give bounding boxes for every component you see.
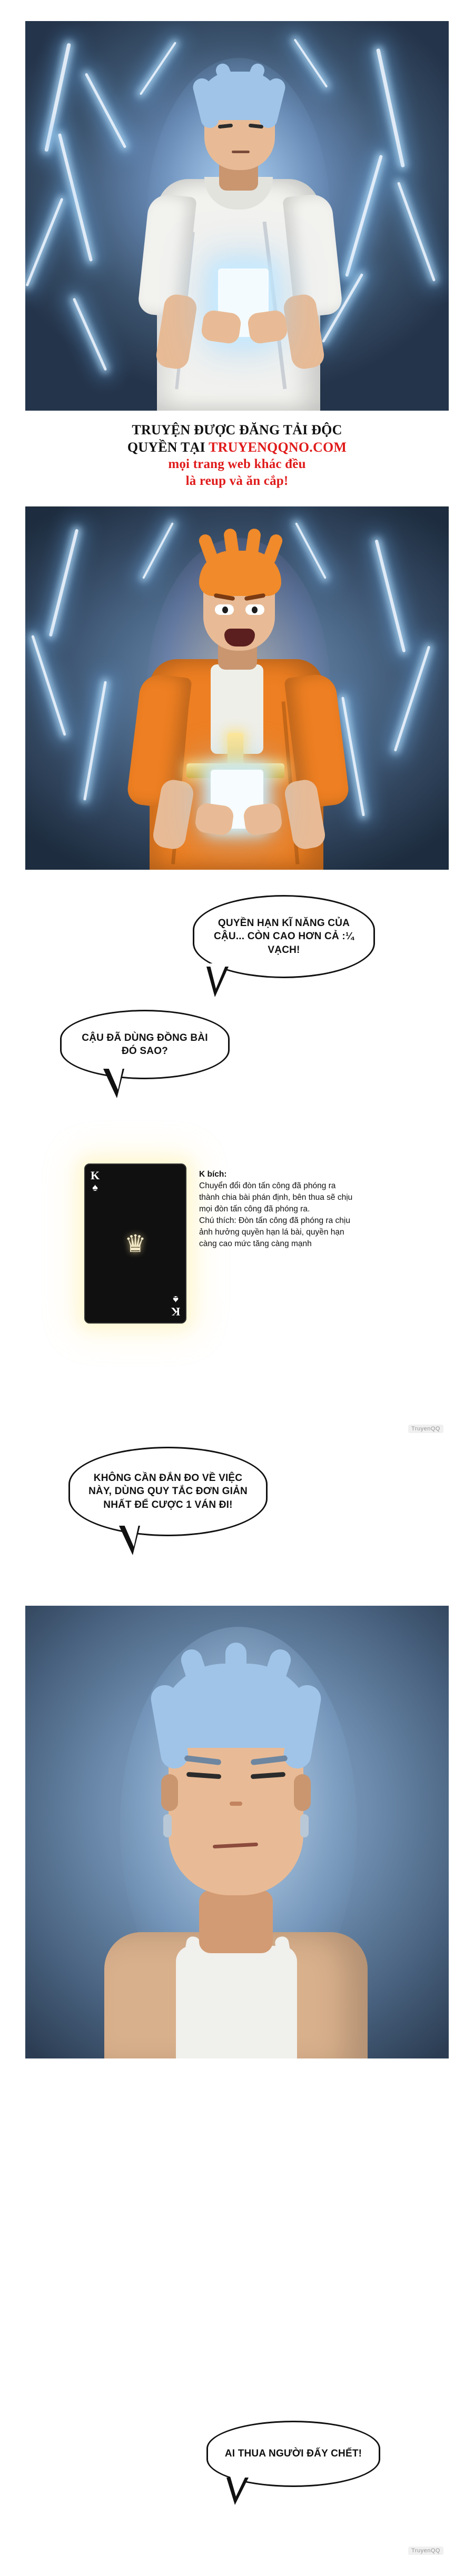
character-ear-left — [161, 1774, 178, 1811]
speech-bubble-tail-fill — [123, 1523, 139, 1547]
lightning-bolt — [394, 645, 431, 751]
spade-icon: ♠ — [92, 1182, 98, 1193]
character-hand-left — [200, 309, 242, 344]
earring-right — [300, 1814, 309, 1837]
character-hand-left — [194, 802, 234, 836]
card-rank: K — [91, 1169, 100, 1182]
speech-bubble-tail-fill — [107, 1066, 123, 1090]
lightning-bolt — [31, 635, 66, 736]
card-detail-section — [25, 1142, 449, 1437]
character-open-mouth — [224, 629, 255, 647]
comic-panel-4 — [25, 1606, 449, 2058]
character-nose — [230, 1802, 242, 1806]
card-corner-top-left — [91, 1170, 100, 1193]
character-pupil-right — [252, 606, 258, 613]
comic-panel-2 — [25, 506, 449, 870]
card-rank: K — [171, 1305, 180, 1318]
site-watermark-band — [25, 411, 449, 500]
character-hand-right — [246, 309, 288, 344]
watermark-line-1: TRUYỆN ĐƯỢC ĐĂNG TẢI ĐỘC — [132, 422, 342, 437]
card-corner-bottom-right — [171, 1294, 180, 1317]
earring-left — [163, 1814, 172, 1837]
corner-watermark: TruyenQQ — [408, 1425, 443, 1433]
speech-bubble-skill-rank-text: QUYỀN HẠN KĨ NĂNG CỦA CẬU... CÒN CAO HƠN CẢ :¼ VẠCH! — [214, 918, 354, 956]
lightning-bolt — [44, 43, 71, 152]
speech-bubble-tail-fill — [230, 2474, 246, 2497]
crown-icon: ♛ — [124, 1230, 146, 1257]
watermark-line-3a: mọi trang web khác đều — [168, 457, 306, 472]
lightning-bolt — [73, 297, 107, 371]
lightning-bolt — [140, 42, 176, 95]
character-ear-right — [294, 1774, 311, 1811]
lightning-bolt — [345, 155, 383, 277]
card-title: K bích: — [199, 1170, 227, 1179]
lightning-bolt — [58, 133, 93, 262]
card-description: Chuyển đổi đòn tấn công đã phóng ra thành chia bài phán định, bên thua sẽ chịu mọi đòn tấn công đã phóng ra. — [199, 1181, 353, 1214]
speech-bubble-loser-dies-text: AI THUA NGƯỜI ĐẤY CHẾT! — [224, 2448, 362, 2460]
speech-bubble-tail-fill — [210, 963, 226, 989]
comic-panel-1 — [25, 21, 449, 411]
character-hair-spike — [225, 1643, 246, 1685]
lightning-bolt — [85, 73, 127, 148]
speech-bubble-no-hesitation — [68, 1447, 268, 1536]
character-neck — [199, 1890, 273, 1953]
lightning-bolt — [25, 198, 63, 287]
lightning-bolt — [83, 681, 107, 800]
watermark-line-2-prefix: QUYỀN TẠI — [127, 440, 209, 455]
card-note-label: Chú thích: — [199, 1216, 236, 1225]
watermark-line-3b: là reup và ăn cắp! — [185, 474, 289, 489]
speech-bubble-copper-card-text: CẬU ĐÃ DÙNG ĐỒNG BÀI ĐÓ SAO? — [82, 1032, 208, 1057]
lightning-bolt — [142, 522, 174, 579]
spade-icon: ♠ — [173, 1294, 179, 1305]
card-note — [199, 1215, 357, 1250]
watermark-line-2 — [127, 439, 347, 456]
playing-card-king-spades — [84, 1163, 186, 1324]
lightning-bolt — [294, 38, 328, 87]
card-note-text: Đòn tấn công đã phóng ra chịu ảnh hưởng quyền hạn lá bài, quyền hạn càng cao mức tăng càng mạnh — [199, 1216, 350, 1248]
character-pupil-left — [222, 606, 228, 613]
lightning-bolt — [397, 182, 436, 282]
lightning-bolt — [374, 540, 406, 653]
character-mouth — [232, 151, 250, 153]
corner-watermark: TruyenQQ — [408, 2547, 443, 2555]
speech-bubble-copper-card — [60, 1010, 230, 1079]
lightning-bolt — [49, 529, 79, 636]
lightning-bolt — [295, 522, 327, 579]
lightning-bolt — [376, 48, 405, 167]
speech-bubble-no-hesitation-text: KHÔNG CẦN ĐẮN ĐO VỀ VIỆC NÀY, DÙNG QUY TẮC ĐƠN GIẢN NHẤT ĐỂ CƯỢC 1 VÁN ĐI! — [88, 1473, 248, 1510]
watermark-site-url: TRUYENQQNO.COM — [209, 440, 347, 455]
card-description-block — [199, 1169, 357, 1250]
